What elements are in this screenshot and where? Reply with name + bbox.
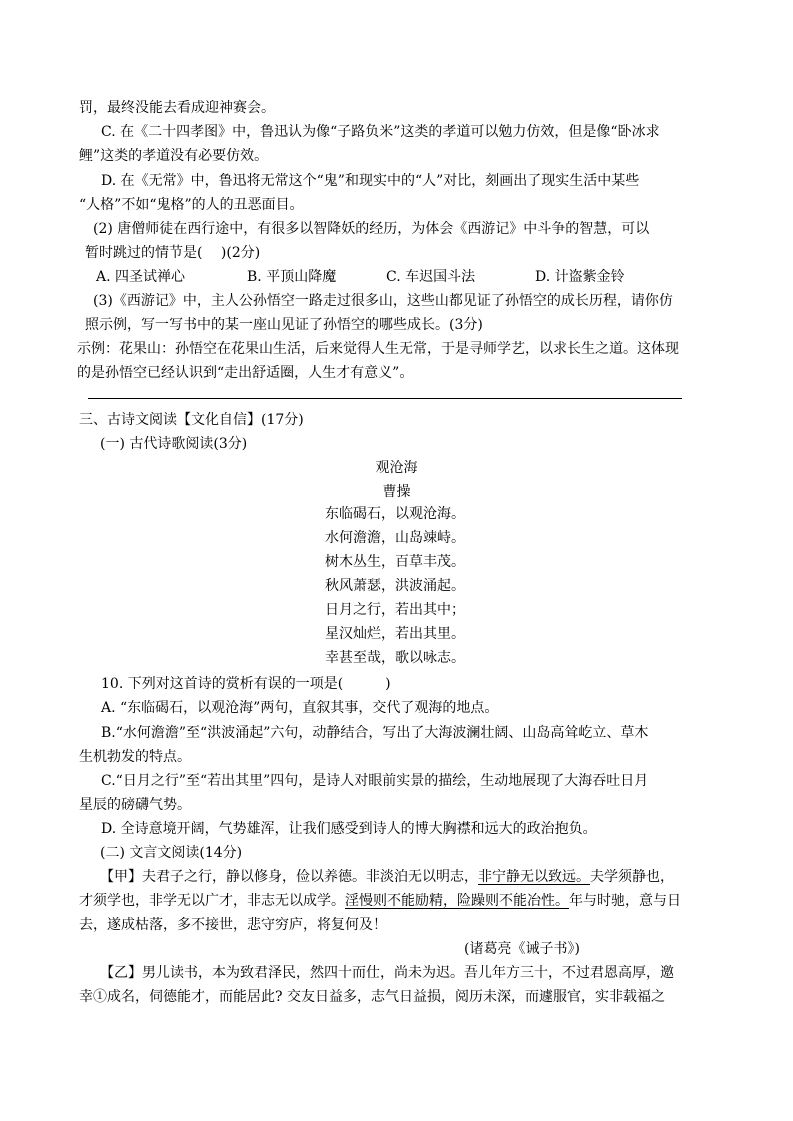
q10-option-b-line-1: B.“水何澹澹”至“洪波涌起”六句，动静结合，写出了大海波澜壮阔、山岛高耸屹立、草木	[101, 725, 649, 741]
poem-line: 东临碣石，以观沧海。	[325, 506, 465, 522]
q10-option-d: D. 全诗意境开阔，气势雄浑，让我们感受到诗人的博大胸襟和远大的政治抱负。	[101, 821, 597, 837]
jia-text: 夫学须静也，	[590, 869, 674, 885]
question-10-stem: 10. 下列对这首诗的赏析有误的一项是( )	[101, 676, 391, 692]
poem-line: 幸甚至哉，歌以咏志。	[325, 650, 465, 666]
passage-jia-line-2	[79, 890, 681, 913]
poem-line: 树木丛生，百草丰茂。	[325, 554, 465, 570]
subsection-2-title: (二) 文言文阅读(14分)	[100, 845, 243, 861]
subsection-1-title: (一) 古代诗歌阅读(3分)	[100, 436, 248, 452]
passage-jia-line-3: 去，遂成枯落，多不接世，悲守穷庐，将复何及！	[79, 917, 387, 933]
question-3-line-1: (3)《西游记》中，主人公孙悟空一路走过很多山，这些山都见证了孙悟空的成长历程，请你仿	[93, 293, 673, 309]
section-3-title: 三、古诗文阅读【文化自信】(17分)	[79, 412, 304, 428]
q2-option-c: C. 车迟国斗法	[386, 269, 476, 285]
q10-option-c-line-1: C.“日月之行”至“若出其里”四句，是诗人对眼前实景的描绘，生动地展现了大海吞吐日月	[101, 773, 649, 789]
poem-line: 秋风萧瑟，洪波涌起。	[325, 578, 465, 594]
jia-text: 才须学也，非学无以广才，非志无以成学。	[79, 893, 345, 909]
passage-yi-line-2: 幸①成名，伺德能才，而能居此? 交友日益多，志气日益损，阅历未深，而遽服官，实非载福之	[79, 989, 665, 1005]
passage-yi-line-1: 【乙】男儿读书，本为致君泽民，然四十而仕，尚未为迟。吾儿年方三十，不过君恩高厚，邀	[100, 965, 674, 981]
q2-option-b: B. 平顶山降魔	[247, 269, 337, 285]
question-2-line-1: (2) 唐僧师徒在西行途中，有很多以智降妖的经历，为体会《西游记》中斗争的智慧，可以	[93, 221, 650, 237]
passage-jia-source: (诸葛亮《诫子书》)	[464, 941, 580, 957]
q10-option-b-line-2: 生机勃发的特点。	[79, 749, 191, 765]
text-line-continuation: 罚，最终没能去看成迎神赛会。	[79, 100, 275, 116]
option-c-line-1: C. 在《二十四孝图》中，鲁迅认为像“子路负米”这类的孝道可以勉力仿效，但是像“卧冰求	[101, 124, 660, 140]
poem-line: 水何澹澹，山岛竦峙。	[325, 530, 465, 546]
passage-jia-line-1	[100, 866, 674, 889]
option-d-line-1: D. 在《无常》中，鲁迅将无常这个“鬼”和现实中的“人”对比，刻画出了现实生活中某些	[101, 173, 640, 189]
poem-line: 星汉灿烂，若出其里。	[325, 626, 465, 642]
q10-option-c-line-2: 星辰的磅礴气势。	[79, 797, 191, 813]
poem-author: 曹操	[382, 484, 411, 500]
jia-underlined-sentence: 非宁静无以致远。	[478, 869, 590, 885]
question-3-line-2: 照示例，写一写书中的某一座山见证了孙悟空的哪些成长。(3分)	[85, 317, 483, 333]
poem-title: 观沧海	[375, 460, 418, 476]
poem-line: 日月之行，若出其中；	[325, 602, 465, 618]
option-d-line-2: “人格”不如“鬼格”的人的丑恶面目。	[79, 197, 304, 213]
q2-option-a: A. 四圣试禅心	[96, 269, 186, 285]
q2-option-d: D. 计盗紫金铃	[535, 269, 625, 285]
section-divider	[88, 398, 682, 399]
option-c-line-2: 鲤”这类的孝道没有必要仿效。	[79, 148, 269, 164]
q10-option-a: A. “东临碣石，以观沧海”两句，直叙其事，交代了观海的地点。	[101, 700, 499, 716]
jia-underlined-sentence: 淫慢则不能励精，险躁则不能冶性。	[345, 893, 569, 909]
jia-text: 【甲】夫君子之行，静以修身，俭以养德。非淡泊无以明志，	[100, 869, 478, 885]
jia-text: 年与时驰，意与日	[569, 893, 681, 909]
example-line-1: 示例：花果山：孙悟空在花果山生活，后来觉得人生无常，于是寻师学艺，以求长生之道。这体现	[77, 341, 679, 357]
example-line-2: 的是孙悟空已经认识到“走出舒适圈，人生才有意义”。	[77, 365, 414, 381]
question-2-line-2: 暂时跳过的情节是( )(2分)	[85, 245, 261, 261]
